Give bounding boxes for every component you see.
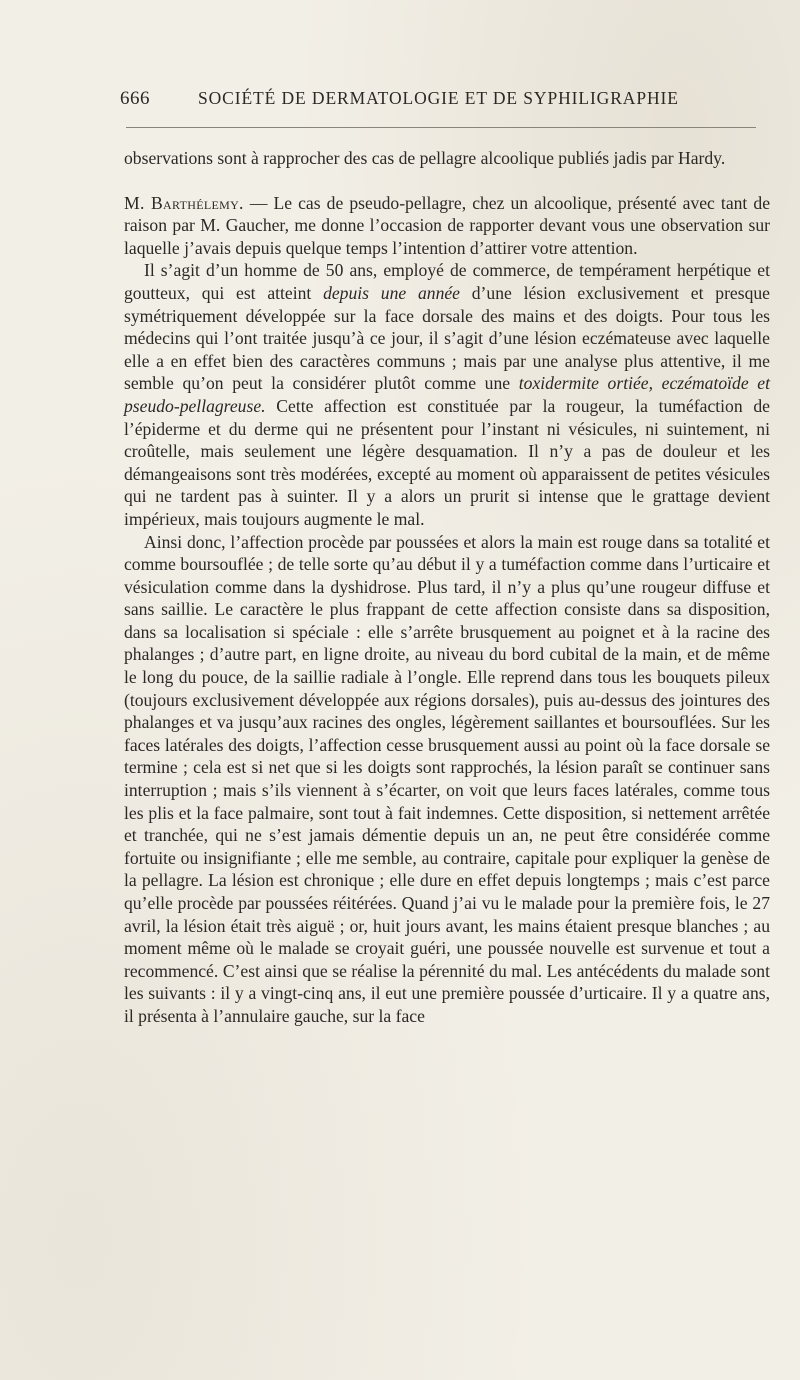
paragraph-evolution	[124, 531, 770, 1028]
paragraph-text: d’une lésion exclusivement et presque symétriquement développée sur la face dorsale des mains et des doigts. Pour tous les médecins qui l’ont traitée jusqu’à ce jour, il s’agit d’une lésion eczémateuse avec laquelle elle a en effet bien des caractères communs ; mais par une analyse plus attentive, il me semble qu’on peut la considérer plutôt comme une	[124, 282, 770, 394]
speaker-name: M. Barthélemy.	[124, 192, 244, 213]
paragraph-text: observations sont à rapprocher des cas de pellagre alcoolique publiés jadis par Hardy.	[124, 148, 726, 168]
running-header	[120, 88, 780, 116]
running-title: SOCIÉTÉ DE DERMATOLOGIE ET DE SYPHILIGRAPHIE	[198, 88, 679, 108]
body-text	[124, 147, 770, 1028]
header-rule	[126, 127, 756, 128]
paragraph-case-description	[124, 259, 770, 530]
paragraph-barthelemy	[124, 192, 770, 260]
paragraph-text: Cette affection est constituée par la rougeur, la tuméfaction de l’épiderme et du derme qui ne présentent pour l’instant ni vésicules, ni suintement, ni croûtelle, mais seulement une légère desquamation. Il n’y a pas de douleur et les démangeaisons sont très modérées, excepté au moment où apparaissent de petites vésicules qui ne tardent pas à suinter. Il y a alors un prurit si intense que le grattage devient impérieux, mais toujours augmente le mal.	[124, 395, 770, 529]
italic-diagnosis: toxidermite ortiée, eczématoïde et pseudo-pellagreuse.	[124, 373, 770, 416]
paragraph-continuation	[124, 147, 770, 170]
paragraph-text: Ainsi donc, l’affection procède par poussées et alors la main est rouge dans sa totalité et comme boursouflée ; de telle sorte qu’au début il y a tuméfaction comme dans l’urticaire et vésiculation comme dans la dyshidrose. Plus tard, il n’y a plus qu’une rougeur diffuse et sans saillie. Le caractère le plus frappant de cette affection consiste dans sa disposition, dans sa localisation si spéciale : elle s’arrête brusquement au poignet et à la racine des phalanges ; d’autre part, en ligne droite, au niveau du bord cubital de la main, et de même le long du pouce, de la saillie radiale à l’ongle. Elle reprend dans tous les bouquets pileux (toujours exclusivement développée aux régions dorsales), puis au-dessus des jointures des phalanges et va jusqu’aux racines des ongles, légèrement saillantes et boursouflées. Sur les faces latérales des doigts, l’affection cesse brusquement aussi au point où la face dorsale se termine ; cela est si net que si les doigts sont rapprochés, la lésion paraît se continuer sans interruption ; mais s’ils viennent à s’écarter, on voit que leurs faces latérales, comme tous les plis et la face palmaire, sont tout à fait indemnes. Cette disposition, si nettement arrêtée et tranchée, qui ne s’est jamais démentie depuis un an, ne peut être considérée comme fortuite ou insignifiante ; elle me semble, au contraire, capitale pour expliquer la genèse de la pellagre. La lésion est chronique ; elle dure en effet depuis longtemps ; mais c’est parce qu’elle procède par poussées réitérées. Quand j’ai vu le malade pour la première fois, le 27 avril, la lésion était très aiguë ; or, huit jours avant, les mains étaient presque blanches ; au moment même où le malade se croyait guéri, une poussée nouvelle est survenue et tout a recommencé. C’est ainsi que se réalise la pérennité du mal. Les antécédents du malade sont les suivants : il y a vingt-cinq ans, il eut une première poussée d’urticaire. Il y a quatre ans, il présenta à l’annulaire gauche, sur la face	[124, 531, 770, 1026]
page-number: 666	[120, 88, 150, 109]
paragraph-text: Il s’agit d’un homme de 50 ans, employé de commerce, de tempérament herpétique et goutteux, qui est atteint	[124, 260, 770, 303]
paragraph-text: — Le cas de pseudo-pellagre, chez un alcoolique, présenté avec tant de raison par M. Gaucher, me donne l’occasion de rapporter devant vous une observation sur laquelle j’avais depuis quelque temps l’intention d’attirer votre attention.	[124, 192, 771, 258]
italic-duration: depuis une année	[323, 282, 460, 303]
